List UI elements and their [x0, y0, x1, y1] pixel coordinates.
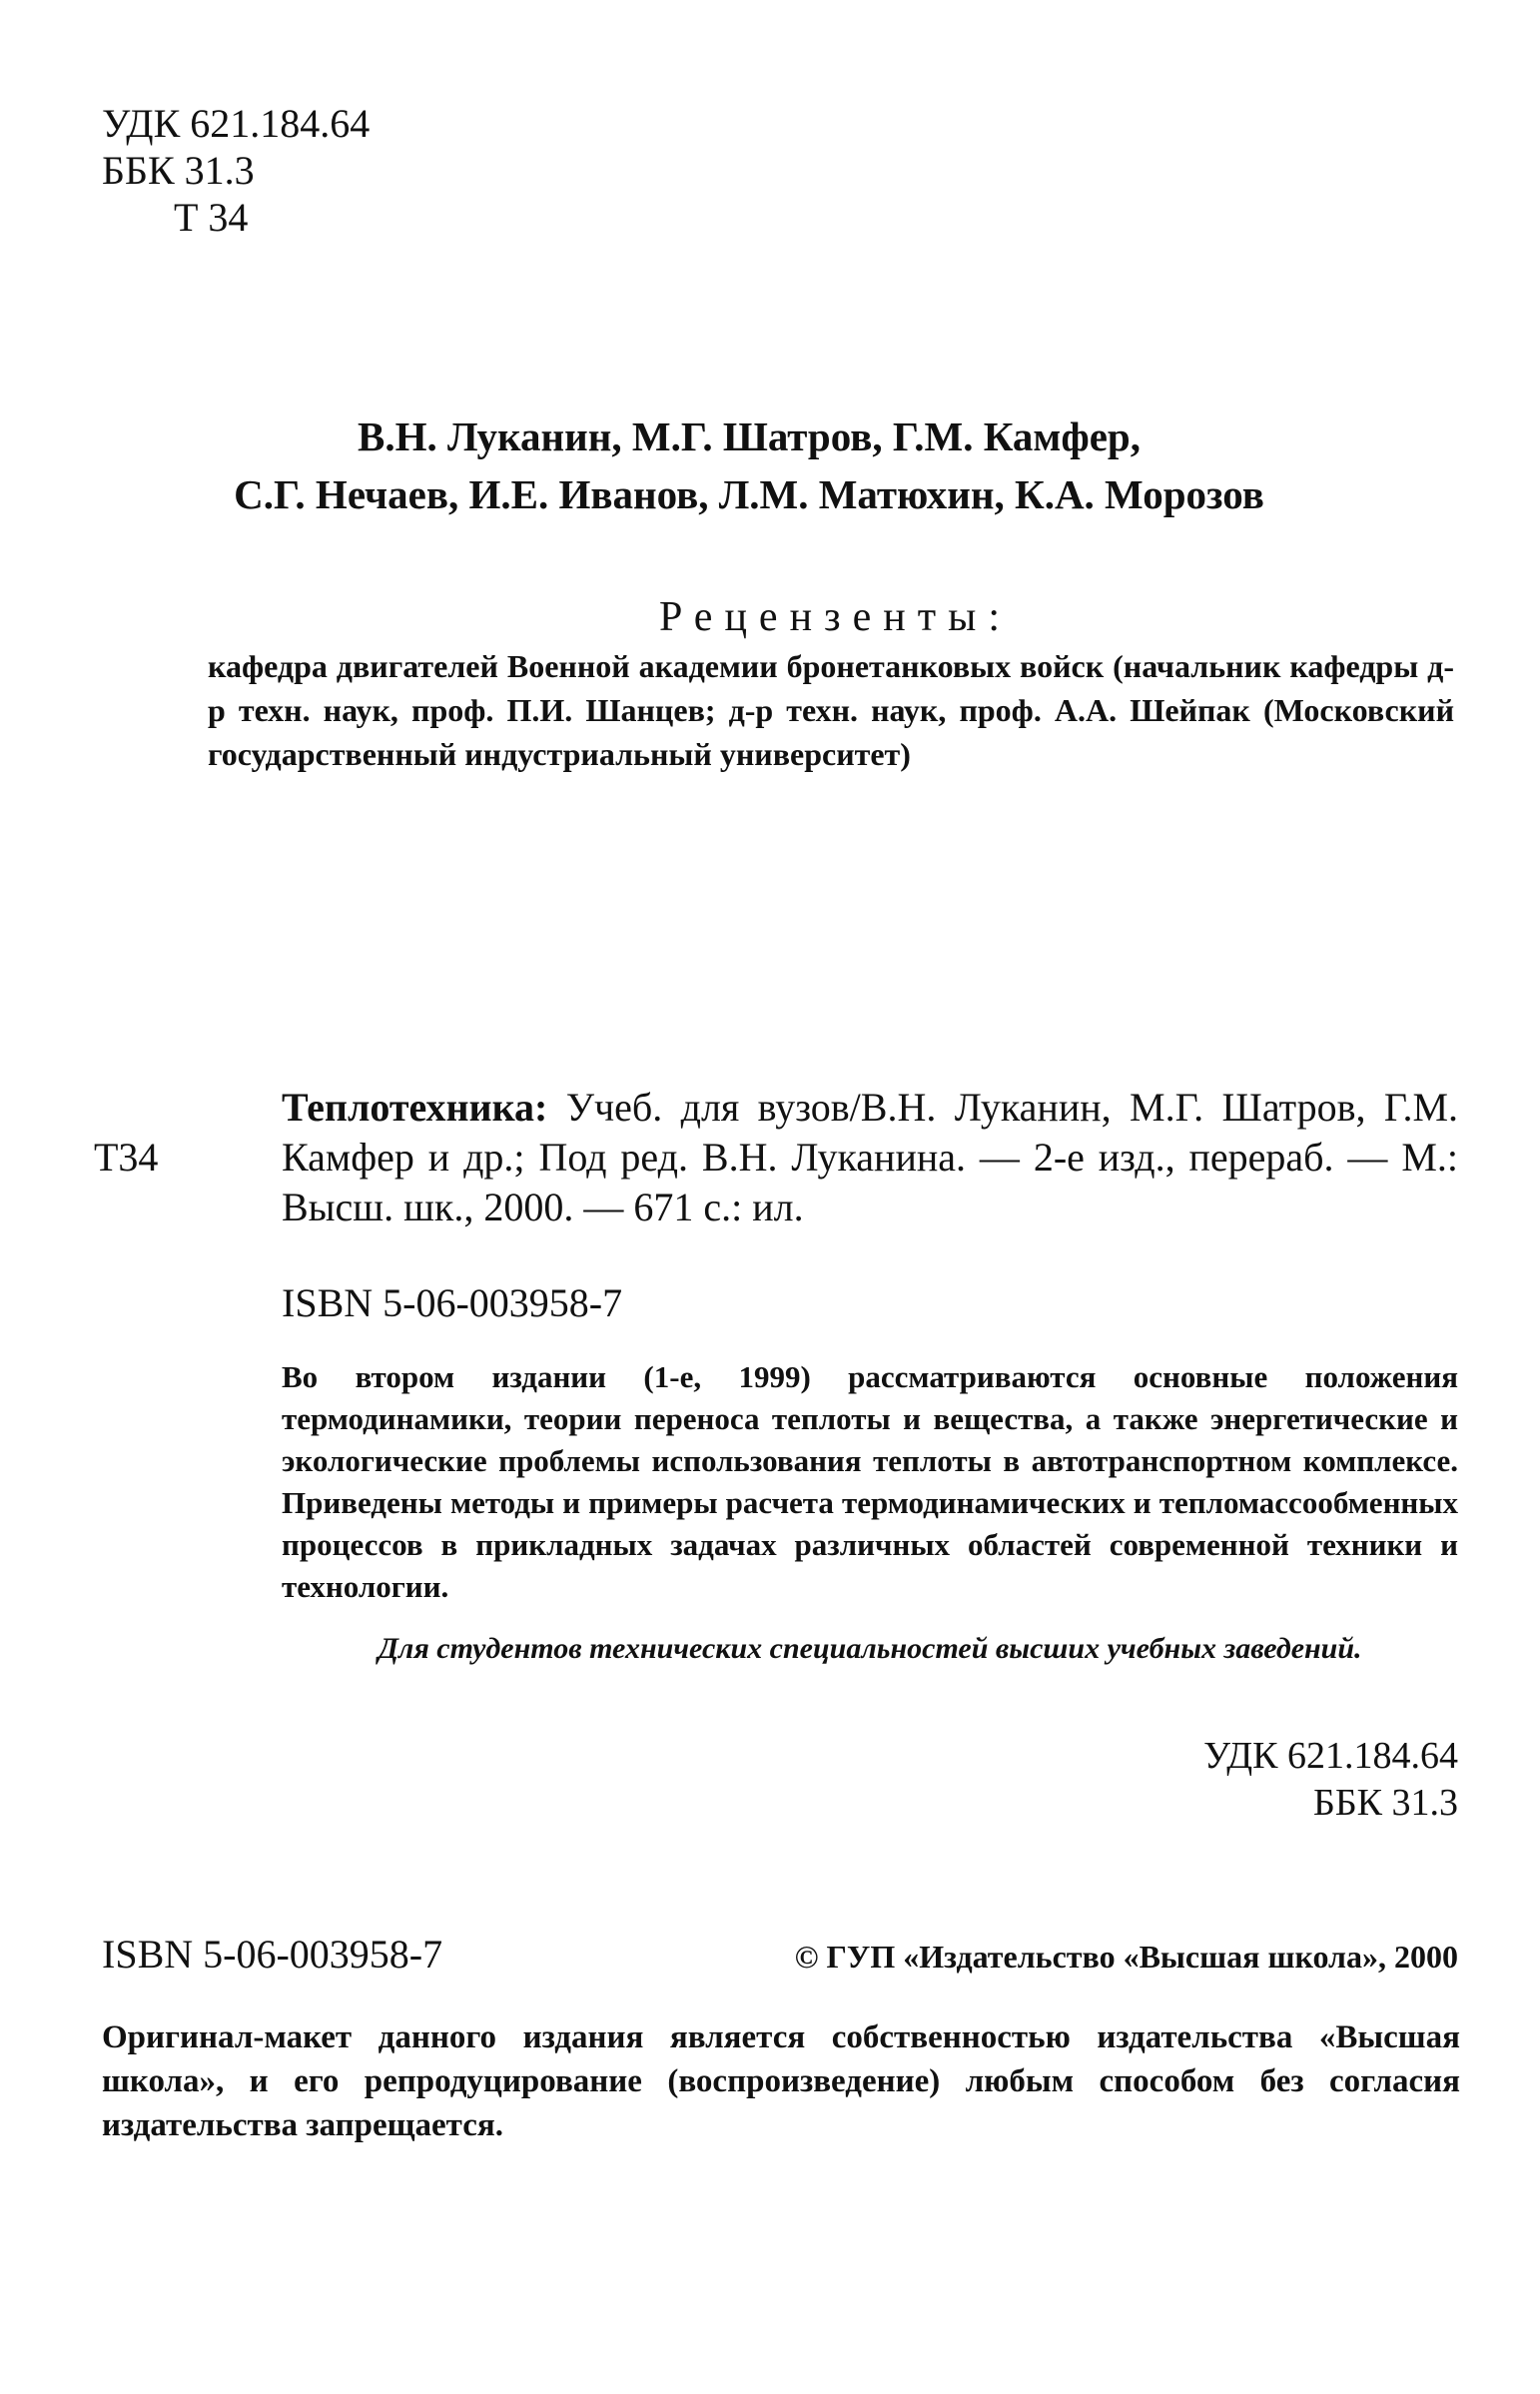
copyright-line: © ГУП «Издательство «Высшая школа», 2000 [794, 1939, 1458, 1975]
abstract-text: Во втором издании (1-е, 1999) рассматриваются основные положения термодинамики, теории переноса теплоты и вещества, а также энергетические и экологические проблемы использования теплоты в автотранспортном комплексе. Приведены методы и примеры расчета термодинамических и тепломассообменных процессов в прикладных задачах различных областей современной техники и технологии. [282, 1359, 1458, 1604]
book-title: Теплотехника: [282, 1085, 548, 1130]
bbk-code: ББК 31.3 [102, 148, 255, 193]
author-mark: Т 34 [174, 195, 249, 240]
udk-code: УДК 621.184.64 [102, 101, 371, 146]
authors-line-2: С.Г. Нечаев, И.Е. Иванов, Л.М. Матюхин, К.А. Морозов [234, 471, 1264, 517]
bibliographic-description: Учеб. для вузов/В.Н. Луканин, М.Г. Шатров, Г.М. Камфер и др.; Под ред. В.Н. Луканина. — 2-е изд., перераб. — М.: Высш. шк., 2000. — 671 с.: ил. [282, 1085, 1459, 1229]
authors-line-1: В.Н. Луканин, М.Г. Шатров, Г.М. Камфер, [358, 413, 1141, 459]
bibliographic-record [282, 1083, 1458, 1232]
bibliographic-code: Т34 [94, 1135, 159, 1180]
classification-block-bottom [1099, 1733, 1458, 1827]
authors-block [120, 407, 1378, 523]
copyright-notice: Оригинал-макет данного издания является собственностью издательства «Высшая школа», и его репродуцирование (воспроизведение) любым способом без согласия издательства запрещается. [102, 2019, 1460, 2143]
reviewers-heading: Рецензенты: [659, 594, 1012, 640]
udk-code-bottom: УДК 621.184.64 [1203, 1735, 1458, 1777]
audience-note: Для студентов технических специальностей высших учебных заведений. [378, 1632, 1362, 1665]
isbn-record: ISBN 5-06-003958-7 [282, 1280, 623, 1325]
bbk-code-bottom: ББК 31.3 [1313, 1782, 1458, 1824]
classification-block-top [102, 100, 370, 241]
reviewers-text: кафедра двигателей Военной академии бронетанковых войск (начальник кафедры д-р техн. наук, проф. П.И. Шанцев; д-р техн. наук, проф. А.А. Шейпак (Московский государственный индустриальный университет) [208, 648, 1454, 772]
isbn-footer: ISBN 5-06-003958-7 [102, 1932, 443, 1977]
